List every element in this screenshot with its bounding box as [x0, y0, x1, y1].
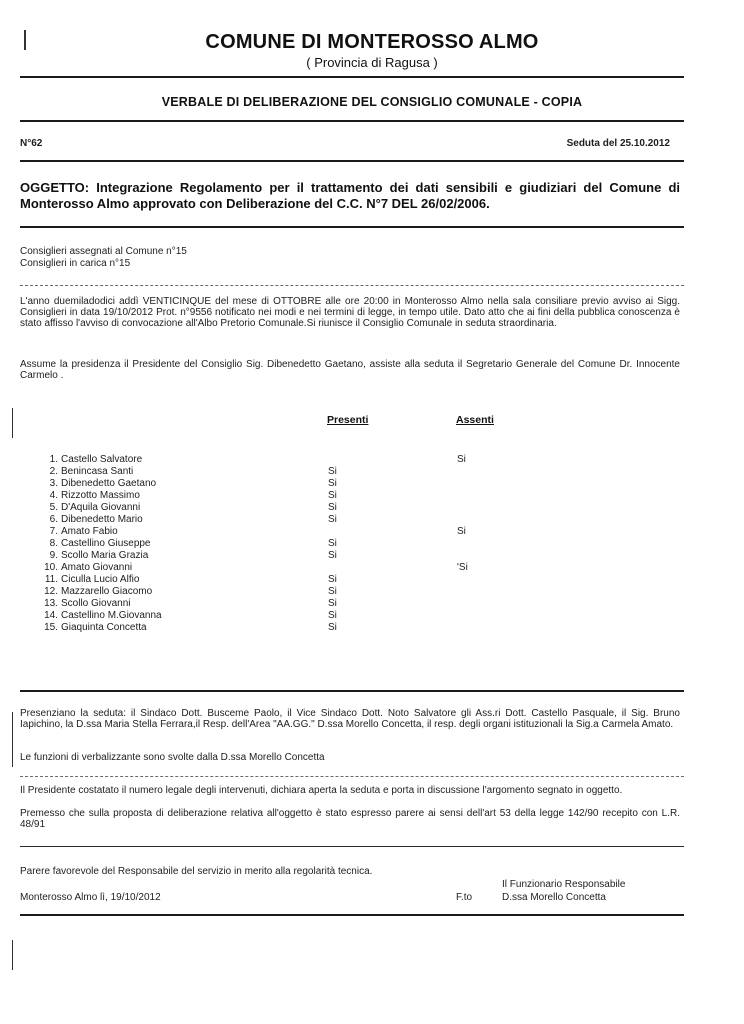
present-mark: Si	[328, 538, 337, 549]
divider	[20, 846, 684, 847]
president-paragraph: Il Presidente costatato il numero legale degli intervenuti, dichiara aperta la seduta e porta in discussione l'argomento segnato in oggetto.	[20, 785, 623, 796]
present-mark: Si	[328, 610, 337, 621]
councillor-name: Rizzotto Massimo	[61, 490, 140, 501]
table-row	[40, 610, 500, 621]
table-row	[40, 454, 500, 465]
divider	[20, 120, 684, 122]
intro-paragraph: L'anno duemiladodici addì VENTICINQUE del mese di OTTOBRE alle ore 20:00 in Monterosso Almo nella sala consiliare previo avviso ai Sigg. Consiglieri in data 19/10/2012 Prot. n°9556 notificato nei modi e nei termini di legge, in tempo utile. Dato atto che ai fini della pubblica conoscenza è stato affisso l'avviso di convocazione all'Albo Pretorio Comunale.Si riunisce il Consiglio Comunale in seduta straordinaria.	[20, 296, 680, 329]
row-number: 7.	[49, 526, 58, 537]
row-number: 8.	[49, 538, 58, 549]
table-row	[40, 586, 500, 597]
absent-mark: 'Si	[457, 562, 468, 573]
present-mark: Si	[328, 514, 337, 525]
present-mark: Si	[328, 490, 337, 501]
row-number: 3.	[49, 478, 58, 489]
table-row	[40, 514, 500, 525]
fto-label: F.to	[456, 892, 473, 903]
row-number: 12.	[44, 586, 58, 597]
table-row	[40, 490, 500, 501]
present-mark: Si	[328, 574, 337, 585]
table-row	[40, 466, 500, 477]
row-number: 13.	[44, 598, 58, 609]
page-title: COMUNE DI MONTEROSSO ALMO	[205, 31, 539, 53]
attendees-paragraph: Presenziano la seduta: il Sindaco Dott. Busceme Paolo, il Vice Sindaco Dott. Noto Salvatore gli Ass.ri Dott. Castello Pasquale, il Sig. Bruno Iapichino, la D.ssa Maria Stella Ferrara,il Resp. dell'Area "AA.GG." D.ssa Morello Concetta, il resp. degli organi istituzionali la Sig.a Carmela Amato.	[20, 708, 680, 730]
row-number: 5.	[49, 502, 58, 513]
present-mark: Si	[328, 622, 337, 633]
signer-name: D.ssa Morello Concetta	[502, 892, 606, 903]
scan-mark	[12, 408, 13, 438]
councillor-name: Castellino Giuseppe	[61, 538, 151, 549]
councillor-name: Dibenedetto Gaetano	[61, 478, 157, 489]
councillor-name: Scollo Maria Grazia	[61, 550, 149, 561]
absent-mark: Si	[457, 526, 466, 537]
present-mark: Si	[328, 478, 337, 489]
councillor-name: D'Aquila Giovanni	[61, 502, 141, 513]
table-row	[40, 550, 500, 561]
row-number: 14.	[44, 610, 58, 621]
divider	[20, 160, 684, 162]
divider	[20, 776, 684, 777]
row-number: 9.	[49, 550, 58, 561]
table-row	[40, 622, 500, 633]
table-row	[40, 562, 500, 573]
place-date: Monterosso Almo lì, 19/10/2012	[20, 892, 161, 903]
subject-heading: OGGETTO: Integrazione Regolamento per il trattamento dei dati sensibili e giudiziari del Comune di Monterosso Almo approvato con Deliberazione del C.C. N°7 DEL 26/02/2006.	[20, 180, 680, 211]
row-number: 15.	[44, 622, 58, 633]
premise-paragraph: Premesso che sulla proposta di deliberazione relativa all'oggetto è stato espresso parere ai sensi dell'art 53 della legge 142/90 recepito con L.R. 48/91	[20, 808, 680, 830]
deliberation-number: N°62	[20, 138, 43, 149]
table-row	[40, 502, 500, 513]
councillor-name: Scollo Giovanni	[61, 598, 131, 609]
present-mark: Si	[328, 466, 337, 477]
councillor-name: Mazzarello Giacomo	[61, 586, 153, 597]
councillor-name: Giaquinta Concetta	[61, 622, 147, 633]
table-row	[40, 598, 500, 609]
divider	[20, 76, 684, 78]
document-type: VERBALE DI DELIBERAZIONE DEL CONSIGLIO COMUNALE - COPIA	[161, 95, 583, 109]
table-row	[40, 574, 500, 585]
councillor-name: Benincasa Santi	[61, 466, 134, 477]
official-role: Il Funzionario Responsabile	[502, 879, 626, 890]
presidency-paragraph: Assume la presidenza il Presidente del Consiglio Sig. Dibenedetto Gaetano, assiste alla seduta il Segretario Generale del Comune Dr. Innocente Carmelo .	[20, 359, 680, 381]
table-row	[40, 538, 500, 549]
councillors-assigned: Consiglieri assegnati al Comune n°15	[20, 246, 187, 257]
scan-mark	[12, 712, 13, 767]
absent-mark: Si	[457, 454, 466, 465]
minutes-paragraph: Le funzioni di verbalizzante sono svolte dalla D.ssa Morello Concetta	[20, 752, 325, 763]
row-number: 11.	[44, 574, 58, 585]
present-mark: Si	[328, 502, 337, 513]
row-number: 4.	[49, 490, 58, 501]
divider	[20, 690, 684, 692]
councillor-name: Ciculla Lucio Alfio	[61, 574, 140, 585]
row-number: 6.	[49, 514, 58, 525]
table-row	[40, 526, 500, 537]
row-number: 10.	[44, 562, 58, 573]
divider	[20, 226, 684, 228]
session-date: Seduta del 25.10.2012	[566, 138, 670, 149]
absent-column-header: Assenti	[456, 414, 494, 426]
councillor-name: Castellino M.Giovanna	[61, 610, 162, 621]
councillors-in-office: Consiglieri in carica n°15	[20, 258, 131, 269]
divider	[20, 285, 684, 286]
opinion-text: Parere favorevole del Responsabile del servizio in merito alla regolarità tecnica.	[20, 866, 373, 877]
present-column-header: Presenti	[327, 414, 369, 426]
councillor-name: Amato Fabio	[61, 526, 118, 537]
present-mark: Si	[328, 550, 337, 561]
row-number: 2.	[49, 466, 58, 477]
row-number: 1.	[49, 454, 58, 465]
councillor-name: Dibenedetto Mario	[61, 514, 143, 525]
councillor-name: Amato Giovanni	[61, 562, 133, 573]
table-row	[40, 478, 500, 489]
divider	[20, 914, 684, 916]
councillor-name: Castello Salvatore	[61, 454, 143, 465]
present-mark: Si	[328, 598, 337, 609]
scan-mark	[12, 940, 13, 970]
province-subtitle: ( Provincia di Ragusa )	[306, 55, 438, 70]
present-mark: Si	[328, 586, 337, 597]
